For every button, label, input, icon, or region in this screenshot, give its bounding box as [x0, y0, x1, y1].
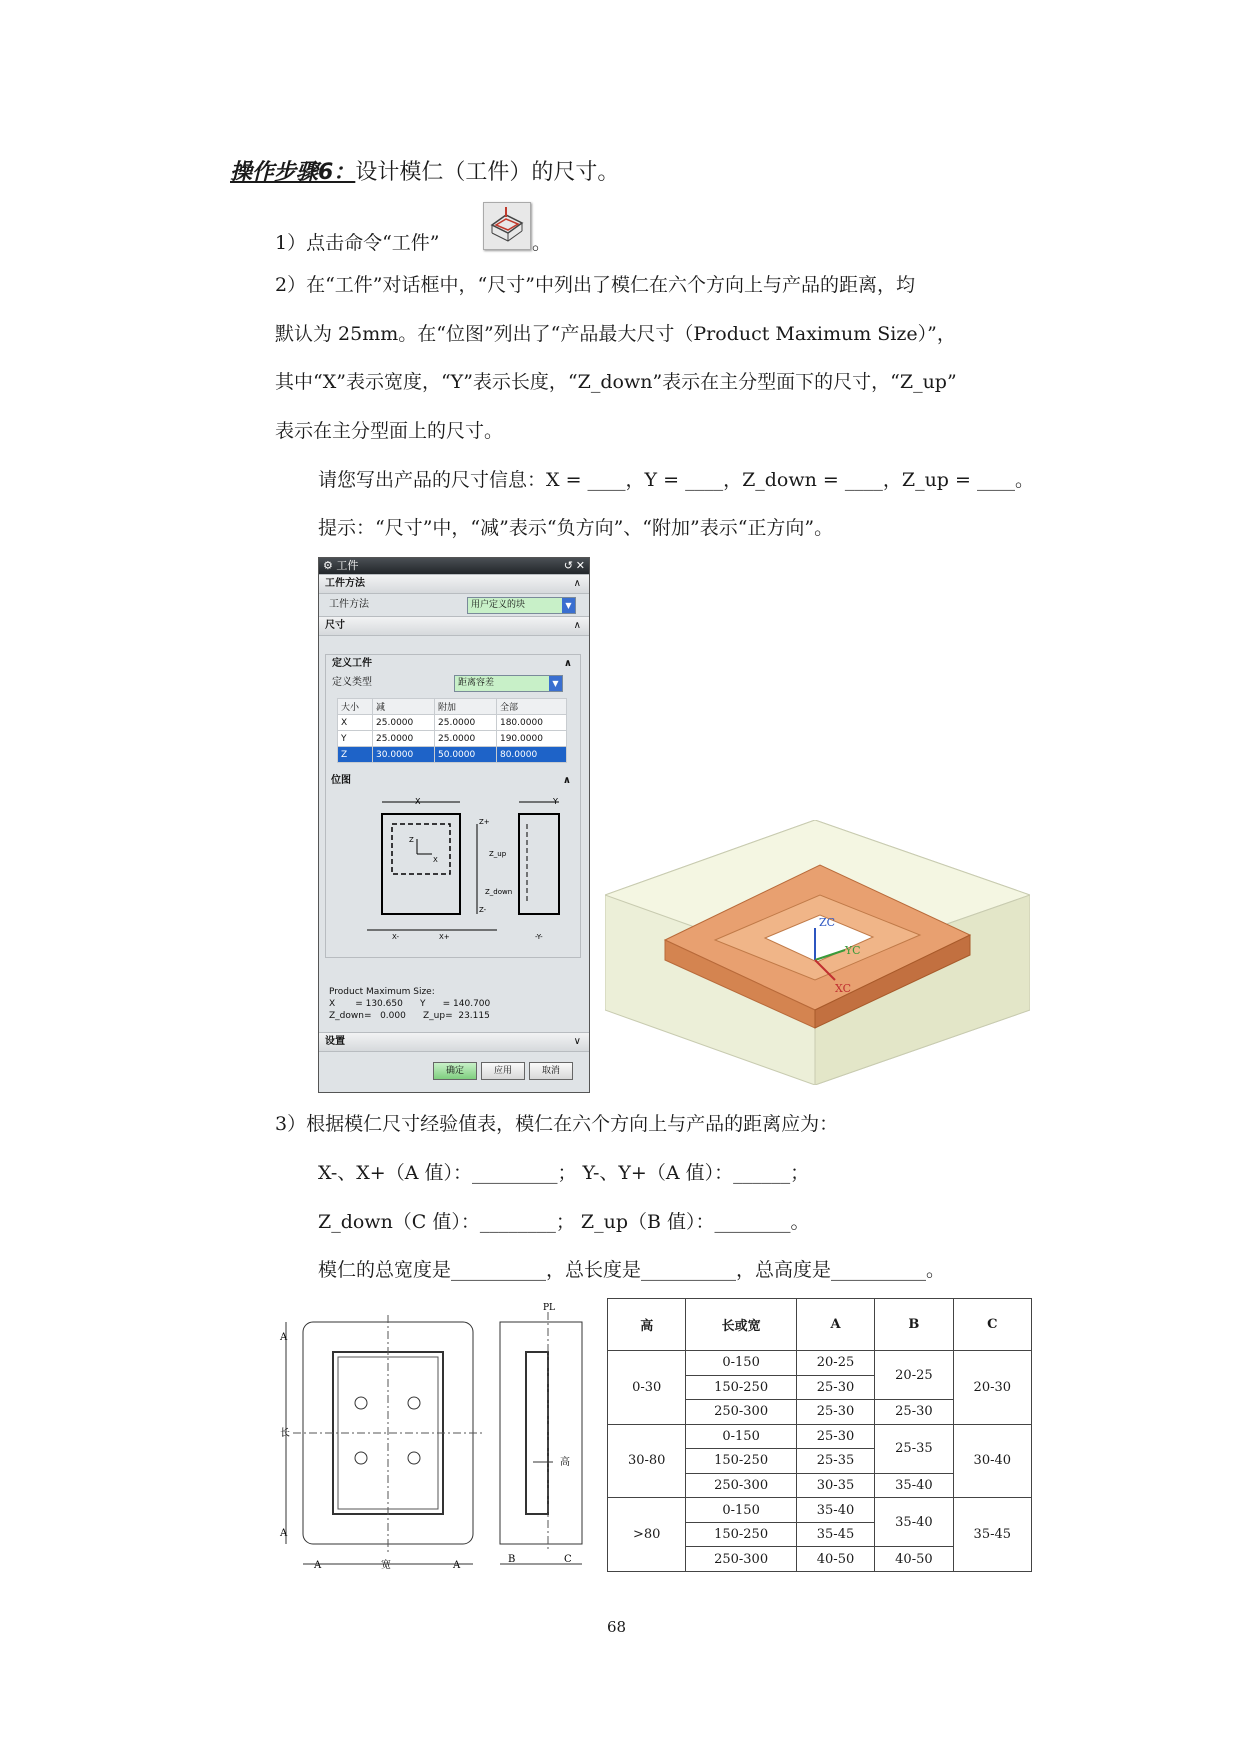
label-a-right: A — [453, 1560, 461, 1571]
table-cell: 25-35 — [796, 1449, 874, 1474]
diag-xc: X — [433, 856, 438, 864]
table-cell: 250-300 — [686, 1473, 796, 1498]
table-cell: 35-45 — [953, 1498, 1031, 1572]
table-cell: 250-300 — [686, 1400, 796, 1425]
label-a-top: A — [280, 1332, 288, 1343]
method-value: 用户定义的块 — [471, 600, 526, 610]
dialog-titlebar — [319, 558, 589, 574]
table-cell: 25-30 — [796, 1424, 874, 1449]
label-pl: PL — [543, 1303, 556, 1313]
step1-end: 。 — [532, 232, 552, 254]
workpiece-dialog — [318, 557, 590, 1093]
step2-hint: 提示：“尺寸”中，“减”表示“负方向”、“附加”表示“正方向”。 — [318, 517, 834, 539]
label-a-bottom: A — [280, 1528, 288, 1539]
bitmap-header[interactable] — [325, 772, 585, 790]
define-subheader[interactable] — [326, 655, 580, 673]
label-length: 长 — [280, 1428, 290, 1439]
table-cell: X — [338, 715, 373, 731]
table-cell: 35-40 — [875, 1498, 953, 1547]
table-cell: 40-50 — [796, 1547, 874, 1572]
table-cell: 0-150 — [686, 1424, 796, 1449]
pms-line2: Z_down= 0.000 Z_up= 23.115 — [329, 1011, 490, 1021]
diag-zdown: Z_down — [485, 888, 513, 896]
size-table — [337, 698, 567, 763]
page-number: 68 — [607, 1618, 627, 1636]
table-cell: 0-150 — [686, 1498, 796, 1523]
table-cell: 25-30 — [875, 1400, 953, 1425]
table-header: 附加 — [435, 699, 497, 715]
table-cell: 20-30 — [953, 1351, 1031, 1425]
table-row — [608, 1424, 1032, 1449]
table-cell[interactable]: 30.0000 — [373, 747, 435, 763]
apply-button[interactable]: 应用 — [481, 1062, 525, 1080]
bitmap-label: 位图 — [331, 775, 351, 786]
table-cell: 20-25 — [875, 1351, 953, 1400]
chevron-up-icon: ∧ — [562, 775, 571, 786]
chevron-up-icon: ∧ — [573, 578, 581, 589]
table-cell: 150-250 — [686, 1522, 796, 1547]
table-cell[interactable]: 80.0000 — [496, 747, 566, 763]
table-cell: 35-45 — [796, 1522, 874, 1547]
chevron-down-icon: ∨ — [573, 1036, 581, 1047]
define-label: 定义工件 — [332, 658, 372, 669]
section-method[interactable] — [319, 574, 589, 594]
chevron-up-icon: ∧ — [563, 658, 572, 669]
table-cell: 30-35 — [796, 1473, 874, 1498]
table-header: 长或宽 — [686, 1299, 796, 1351]
table-cell: 35-40 — [875, 1473, 953, 1498]
table-cell: 0-150 — [686, 1351, 796, 1376]
table-header: 全部 — [496, 699, 566, 715]
table-cell[interactable]: 25.0000 — [373, 715, 435, 731]
table-cell: 35-40 — [796, 1498, 874, 1523]
table-row — [608, 1498, 1032, 1523]
table-cell: 30-40 — [953, 1424, 1031, 1498]
method-row — [319, 594, 589, 616]
table-header: 减 — [373, 699, 435, 715]
table-cell: Y — [338, 731, 373, 747]
chevron-down-icon: ▼ — [549, 676, 562, 691]
step1-text: 1）点击命令“工件” — [275, 232, 440, 254]
type-row — [326, 673, 580, 693]
table-cell: 30-80 — [608, 1424, 686, 1498]
step2-line3: 其中“X”表示宽度，“Y”表示长度，“Z_down”表示在主分型面下的尺寸，“Z_up” — [275, 371, 957, 393]
label-a-left: A — [314, 1560, 322, 1571]
dialog-title: 工件 — [336, 559, 359, 572]
table-cell: Z — [338, 747, 373, 763]
table-cell[interactable]: 25.0000 — [435, 715, 497, 731]
diag-yminus: -Y- — [535, 933, 543, 941]
diag-xplus: X+ — [439, 933, 450, 941]
table-row[interactable] — [338, 715, 567, 731]
label-width: 宽 — [381, 1560, 391, 1571]
ok-button[interactable]: 确定 — [433, 1062, 477, 1080]
workpiece-3d-view — [605, 820, 1030, 1085]
table-cell[interactable]: 180.0000 — [496, 715, 566, 731]
table-cell[interactable]: 25.0000 — [435, 731, 497, 747]
table-cell: 25-30 — [796, 1400, 874, 1425]
label-c: C — [564, 1554, 572, 1565]
pms-line1: X = 130.650 Y = 140.700 — [329, 999, 491, 1009]
diag-x: X — [415, 797, 421, 806]
diag-zup: Z_up — [489, 850, 507, 858]
table-header: C — [953, 1299, 1031, 1351]
chevron-up-icon: ∧ — [573, 620, 581, 631]
section-method-label: 工件方法 — [325, 578, 365, 589]
label-b: B — [508, 1554, 516, 1565]
table-cell: 150-250 — [686, 1449, 796, 1474]
method-select[interactable] — [467, 597, 576, 614]
diag-zminus: Z- — [479, 906, 487, 914]
label-height: 高 — [560, 1457, 570, 1468]
reset-icon[interactable]: ↺ — [563, 559, 573, 572]
table-row-selected[interactable] — [338, 747, 567, 763]
axis-yc: YC — [845, 944, 861, 957]
table-cell: 250-300 — [686, 1547, 796, 1572]
step-heading-title: 设计模仁（工件）的尺寸。 — [355, 160, 620, 185]
step2-fill-prompt: 请您写出产品的尺寸信息：X = ____，Y = ____，Z_down = ____，Z_up = ____。 — [318, 469, 1034, 491]
diag-zplus: Z+ — [479, 818, 490, 826]
table-cell: 20-25 — [796, 1351, 874, 1376]
table-cell[interactable]: 50.0000 — [435, 747, 497, 763]
workpiece-tool-icon — [483, 202, 531, 250]
pms-title: Product Maximum Size: — [329, 987, 435, 997]
table-header: A — [796, 1299, 874, 1351]
step2-line2: 默认为 25mm。在“位图”列出了“产品最大尺寸（Product Maximum Size）”， — [275, 323, 956, 345]
axis-xc: XC — [835, 982, 852, 995]
chevron-down-icon: ▼ — [562, 598, 575, 613]
table-row[interactable] — [338, 731, 567, 747]
gear-icon: ⚙ — [323, 559, 333, 572]
step2-line4: 表示在主分型面上的尺寸。 — [275, 420, 504, 442]
step2-line1: 2）在“工件”对话框中，“尺寸”中列出了模仁在六个方向上与产品的距离，均 — [275, 274, 915, 296]
table-cell: 150-250 — [686, 1375, 796, 1400]
type-value: 距离容差 — [458, 678, 495, 688]
table-header: B — [875, 1299, 953, 1351]
table-cell[interactable]: 25.0000 — [373, 731, 435, 747]
step3-line2: X-、X+（A 值）：_________； Y-、Y+（A 值）：______； — [318, 1162, 810, 1184]
bitmap-diagram — [327, 794, 577, 954]
pms-block — [329, 986, 490, 1022]
method-label: 工件方法 — [329, 599, 369, 610]
mold-size-table — [607, 1298, 1032, 1572]
axis-zc: ZC — [819, 916, 836, 929]
step-heading — [230, 160, 619, 186]
mold-drawing — [278, 1300, 598, 1580]
step-heading-prefix: 操作步骤6： — [230, 160, 356, 185]
table-cell: 25-35 — [875, 1424, 953, 1473]
table-header: 高 — [608, 1299, 686, 1351]
cancel-button[interactable]: 取消 — [529, 1062, 573, 1080]
diag-xminus: X- — [392, 933, 399, 941]
table-cell: 0-30 — [608, 1351, 686, 1425]
table-cell: 40-50 — [875, 1547, 953, 1572]
step3-line3: Z_down（C 值）：________； Z_up（B 值）：________。 — [318, 1211, 810, 1233]
table-header: 大小 — [338, 699, 373, 715]
step3-line4: 模仁的总宽度是__________，总长度是__________，总高度是__________。 — [318, 1259, 946, 1281]
type-select[interactable] — [454, 675, 563, 692]
diag-y: Y — [553, 797, 558, 806]
table-cell[interactable]: 190.0000 — [496, 731, 566, 747]
section-size[interactable] — [319, 616, 589, 636]
section-settings[interactable] — [319, 1032, 589, 1052]
close-icon[interactable]: ✕ — [575, 559, 585, 572]
step3-line1: 3）根据模仁尺寸经验值表，模仁在六个方向上与产品的距离应为： — [275, 1113, 839, 1135]
settings-label: 设置 — [325, 1036, 345, 1047]
table-row — [608, 1351, 1032, 1376]
table-cell: 25-30 — [796, 1375, 874, 1400]
section-size-label: 尺寸 — [325, 620, 345, 631]
table-cell: >80 — [608, 1498, 686, 1572]
diag-zc: Z — [409, 836, 414, 844]
type-label: 定义类型 — [332, 677, 372, 688]
